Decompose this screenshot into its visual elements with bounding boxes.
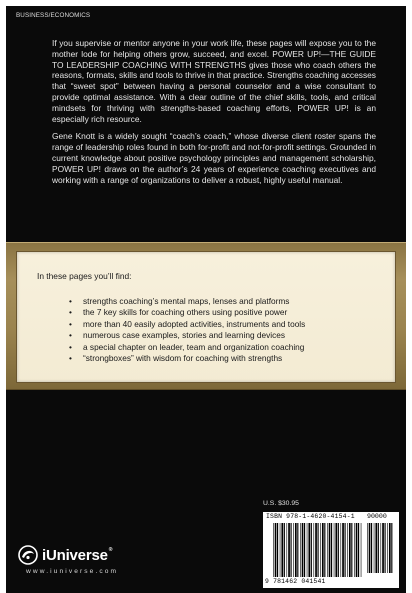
barcode-bar xyxy=(369,523,371,573)
bullet-icon: • xyxy=(69,353,72,364)
barcode-bar xyxy=(342,523,344,577)
barcode-bar xyxy=(280,523,281,577)
barcode-bar xyxy=(354,523,355,577)
barcode-bar xyxy=(273,523,274,577)
barcode-bar xyxy=(385,523,386,573)
barcode-bar xyxy=(297,523,298,577)
barcode-bar xyxy=(277,523,278,577)
list-item-text: the 7 key skills for coaching others using positive power xyxy=(83,307,288,318)
barcode-bar xyxy=(378,523,379,573)
barcode-bar xyxy=(291,523,292,577)
barcode-bar xyxy=(302,523,304,577)
barcode-bar xyxy=(375,523,377,573)
barcode-bar xyxy=(347,523,348,577)
barcode-bar xyxy=(311,523,312,577)
feature-list xyxy=(69,296,389,364)
isbn-number: ISBN 978-1-4620-4154-1 xyxy=(266,513,355,520)
barcode-bar xyxy=(387,523,388,573)
isbn-addon-number: 90000 xyxy=(367,513,387,520)
barcode-bar xyxy=(300,523,301,577)
list-item-text: “strongboxes” with wisdom for coaching with strengths xyxy=(83,353,283,364)
barcode-bar xyxy=(349,523,351,577)
addon-barcode xyxy=(367,523,395,573)
author-bio-paragraph: Gene Knott is a widely sought “coach’s coach,” whose diverse client roster spans the range of leadership roles found in both for-profit and not-for-profit settings. Grounded in current knowledge about positive psychology principles and management scholarship, POWER UP! draws on the author’s 24 years of experience coaching executives and working with a range of organizations to deliver a robust, highly useful manual. xyxy=(52,131,376,185)
barcode-bar xyxy=(351,523,352,577)
list-item xyxy=(69,330,389,341)
barcode-bar xyxy=(391,523,392,573)
barcode-bar xyxy=(288,523,290,577)
barcode-bar xyxy=(287,523,288,577)
list-item xyxy=(69,342,389,353)
list-item-text: strengths coaching’s mental maps, lenses and platforms xyxy=(83,296,290,306)
barcode-bar xyxy=(314,523,315,577)
barcode-bar xyxy=(341,523,342,577)
barcode-bar xyxy=(304,523,305,577)
category-label: BUSINESS/ECONOMICS xyxy=(16,12,91,19)
description-paragraph: If you supervise or mentor anyone in your work life, these pages will expose you to the mother lode for helping others grow, succeed, and excel. POWER UP!—THE GUIDE TO LEADERSHIP COACHING WITH STRENGTHS gives those who coach others the reasons, formats, skills and tools to thrive in that practice. Strengths coaching accesses that “sweet spot” between having a personal counselor and a wise consultant to provide optimal assistance. With a clear outline of the chief skills, tools, and critical mindsets for thriving with strengths-based coaching efforts, POWER UP! is an especially rich resource. xyxy=(52,38,376,124)
barcode-bar xyxy=(335,523,337,577)
barcode-bar xyxy=(338,523,339,577)
list-item xyxy=(69,296,389,307)
barcode-bar xyxy=(374,523,375,573)
description xyxy=(52,38,376,185)
gold-frame xyxy=(6,242,406,390)
barcode-bar xyxy=(307,523,308,577)
barcode-bar xyxy=(275,523,277,577)
bullet-icon: • xyxy=(69,296,72,306)
bullet-icon: • xyxy=(69,318,72,329)
isbn-barcode xyxy=(263,512,399,588)
barcode-bar xyxy=(345,523,346,577)
list-item xyxy=(69,307,389,318)
barcode-bar xyxy=(381,523,382,573)
features-panel xyxy=(16,251,396,383)
list-item-text: more than 40 easily adopted activities, instruments and tools xyxy=(83,318,306,329)
iuniverse-swirl-icon xyxy=(18,545,38,565)
book-back-cover xyxy=(6,6,406,593)
list-item xyxy=(69,353,389,364)
barcode-bar xyxy=(318,523,319,577)
ean-digits: 9 781462 041541 xyxy=(265,578,326,585)
bullet-icon: • xyxy=(69,330,72,341)
barcode-bar xyxy=(293,523,294,577)
list-item-text: numerous case examples, stories and learning devices xyxy=(83,330,285,341)
list-item xyxy=(69,319,389,330)
publisher-name: iUniverse® xyxy=(42,546,113,564)
barcode-bar xyxy=(334,523,335,577)
barcode-bar xyxy=(331,523,332,577)
barcode-bar xyxy=(322,523,324,577)
bullet-icon: • xyxy=(69,307,72,318)
barcode-bar xyxy=(358,523,359,577)
barcode-bar xyxy=(284,523,285,577)
panel-heading: In these pages you’ll find: xyxy=(37,271,132,281)
list-item-text: a special chapter on leader, team and organization coaching xyxy=(83,341,305,352)
barcode-bar xyxy=(367,523,368,573)
barcode-bar xyxy=(281,523,283,577)
publisher-url: www.iuniverse.com xyxy=(26,568,119,575)
barcode-bar xyxy=(389,523,391,573)
barcode-bar xyxy=(324,523,325,577)
barcode-bar xyxy=(320,523,321,577)
publisher-logo xyxy=(18,545,112,565)
barcode-bar xyxy=(371,523,372,573)
barcode-bar xyxy=(356,523,358,577)
barcode-bar xyxy=(327,523,328,577)
barcode-bar xyxy=(315,523,317,577)
barcode-bar xyxy=(382,523,384,573)
barcode-bar xyxy=(295,523,297,577)
barcode-bar xyxy=(329,523,331,577)
price-label: U.S. $30.95 xyxy=(263,500,299,507)
barcode-bar xyxy=(308,523,310,577)
ean-barcode xyxy=(273,523,363,577)
bullet-icon: • xyxy=(69,341,72,352)
barcode-bar xyxy=(361,523,362,577)
